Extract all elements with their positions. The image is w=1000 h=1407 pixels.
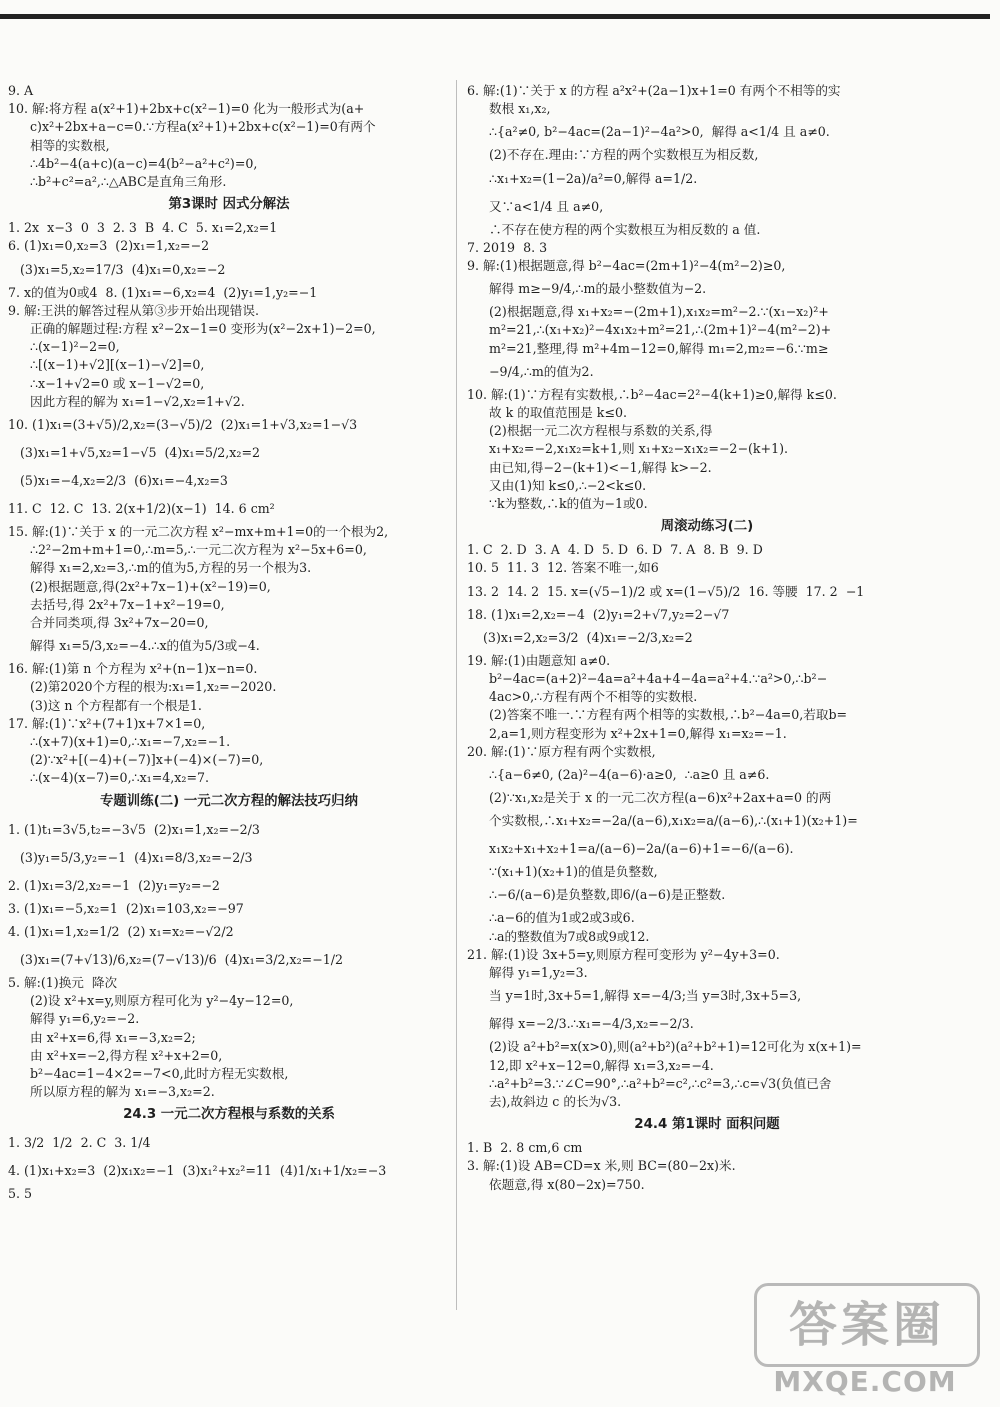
watermark-logo xyxy=(740,1279,990,1399)
answer-line: 当 y=1时,3x+5=1,解得 x=−4/3;当 y=3时,3x+5=3, xyxy=(489,988,802,1004)
answer-line: 又由(1)知 k≤0,∴−2<k≤0. xyxy=(489,477,647,493)
answer-line: ∴a−6的值为1或2或3或6. xyxy=(489,910,635,926)
answer-line: ∴−6/(a−6)是负整数,即6/(a−6)是正整数. xyxy=(489,887,726,903)
answer-line: 解得 y₁=6,y₂=−2. xyxy=(30,1011,140,1027)
answer-line: 6. 解:(1)∵关于 x 的方程 a²x²+(2a−1)x+1=0 有两个不相等的实 xyxy=(467,83,841,98)
answer-line: ∴(x−1)²−2=0, xyxy=(30,339,120,355)
answer-line: (3)x₁=1+√5,x₂=1−√5 (4)x₁=5/2,x₂=2 xyxy=(8,445,261,461)
answer-line: 9. 解:(1)根据题意,得 b²−4ac=(2m+1)²−4(m²−2)≥0, xyxy=(467,258,786,274)
answer-line: 10. (1)x₁=(3+√5)/2,x₂=(3−√5)/2 (2)x₁=1+√3,x₂=1−√3 xyxy=(8,417,358,433)
left-column xyxy=(8,82,450,1204)
answer-line: (2)根据题意,得(2x²+7x−1)+(x²−19)=0, xyxy=(30,578,271,594)
answer-line: 10. 5 11. 3 12. 答案不唯一,如6 xyxy=(467,560,659,576)
answer-line: 18. (1)x₁=2,x₂=−4 (2)y₁=2+√7,y₂=2−√7 xyxy=(467,606,730,622)
answer-line: 13. 2 14. 2 15. x=(√5−1)/2 或 x=(1−√5)/2 16. 等腰 17. 2 −1 xyxy=(467,583,865,599)
answer-line: 7. x的值为0或4 8. (1)x₁=−6,x₂=4 (2)y₁=1,y₂=−1 xyxy=(8,284,318,300)
answer-line: ∴[(x−1)+√2][(x−1)−√2]=0, xyxy=(30,357,205,373)
answer-line: −9/4,∴m的值为2. xyxy=(489,363,594,379)
answer-line: 10. 解:(1)∵方程有实数根,∴b²−4ac=2²−4(k+1)≥0,解得 k≤0. xyxy=(467,386,837,402)
answer-line: 21. 解:(1)设 3x+5=y,则原方程可变形为 y²−4y+3=0. xyxy=(467,946,780,962)
answer-line: 依题意,得 x(80−2x)=750. xyxy=(489,1176,645,1192)
answer-line: (2)第2020个方程的根为:x₁=1,x₂=−2020. xyxy=(30,679,277,695)
answer-line: 解得 x₁=5/3,x₂=−4.∴x的值为5/3或−4. xyxy=(30,638,260,654)
answer-line: 1. C 2. D 3. A 4. D 5. D 6. D 7. A 8. B 9. D xyxy=(467,542,763,558)
answer-line: 数根 x₁,x₂, xyxy=(489,101,551,117)
answer-line: 去括号,得 2x²+7x−1+x²−19=0, xyxy=(30,596,225,612)
answer-line: 4. (1)x₁+x₂=3 (2)x₁x₂=−1 (3)x₁²+x₂²=11 (4)1/x₁+1/x₂=−3 xyxy=(8,1163,387,1179)
right-column xyxy=(467,82,947,1194)
answer-line: 10. 解:将方程 a(x²+1)+2bx+c(x²−1)=0 化为一般形式为(a+ xyxy=(8,101,365,117)
answer-line: 因此方程的解为 x₁=1−√2,x₂=1+√2. xyxy=(30,393,245,409)
answer-line: 5. 5 xyxy=(8,1186,33,1202)
answer-line: 2,a=1,则方程变形为 x²+2x+1=0,解得 x₁=x₂=−1. xyxy=(489,725,787,741)
answer-line: 正确的解题过程:方程 x²−2x−1=0 变形为(x²−2x+1)−2=0, xyxy=(30,321,376,337)
answer-line: 5. 解:(1)换元 降次 xyxy=(8,974,118,990)
answer-line: (3)这 n 个方程都有一个根是1. xyxy=(30,697,202,713)
answer-line: ∵k为整数,∴k的值为−1或0. xyxy=(489,496,648,512)
answer-line: 15. 解:(1)∵关于 x 的一元二次方程 x²−mx+m+1=0的一个根为2, xyxy=(8,524,389,540)
answer-line: ∴{a−6≠0, (2a)²−4(a−6)·a≥0, ∴a≥0 且 a≠6. xyxy=(489,767,770,783)
answer-line: ∴{a²≠0, b²−4ac=(2a−1)²−4a²>0, 解得 a<1/4 且 a≠0. xyxy=(489,124,830,140)
answer-line: 解得 x₁=2,x₂=3,∴m的值为5,方程的另一个根为3. xyxy=(30,560,312,576)
answer-line: 去),故斜边 c 的长为√3. xyxy=(489,1093,622,1109)
answer-line: 11. C 12. C 13. 2(x+1/2)(x−1) 14. 6 cm² xyxy=(8,501,275,517)
answer-line: (2)根据一元二次方程根与系数的关系,得 xyxy=(489,423,713,439)
answer-line: 9. A xyxy=(8,83,34,98)
answer-line: 1. (1)t₁=3√5,t₂=−3√5 (2)x₁=1,x₂=−2/3 xyxy=(8,821,260,837)
answer-line: ∴a²+b²=3.∵∠C=90°,∴a²+b²=c²,∴c²=3,∴c=√3(负值已舍 xyxy=(489,1075,832,1091)
answer-line: 19. 解:(1)由题意知 a≠0. xyxy=(467,652,611,668)
answer-line: 17. 解:(1)∵x²+(7+1)x+7×1=0, xyxy=(8,715,206,731)
answer-line: (2)设 a²+b²=x(x>0),则(a²+b²)(a²+b²+1)=12可化为 x(x+1)= xyxy=(489,1039,862,1055)
answer-line: 1. 3/2 1/2 2. C 3. 1/4 xyxy=(8,1135,151,1151)
answer-line: 6. (1)x₁=0,x₂=3 (2)x₁=1,x₂=−2 xyxy=(8,238,210,254)
section-heading: 周滚动练习(二) xyxy=(660,519,754,535)
answer-line: 由 x²+x=−2,得方程 x²+x+2=0, xyxy=(30,1047,223,1063)
answer-line: (2)不存在.理由:∵方程的两个实数根互为相反数, xyxy=(489,147,759,163)
answer-line: 解得 y₁=1,y₂=3. xyxy=(489,965,588,981)
answer-line: (3)y₁=5/3,y₂=−1 (4)x₁=8/3,x₂=−2/3 xyxy=(8,849,253,865)
answer-line: 由 x²+x=6,得 x₁=−3,x₂=2; xyxy=(30,1029,196,1045)
answer-line: m²=21,∴(x₁+x₂)²−4x₁x₂+m²=21,∴(2m+1)²−4(m²−2)+ xyxy=(489,322,832,338)
answer-line: m²=21,整理,得 m²+4m−12=0,解得 m₁=2,m₂=−6.∵m≥ xyxy=(489,340,829,356)
answer-line: 1. 2x x−3 0 3 2. 3 B 4. C 5. x₁=2,x₂=1 xyxy=(8,220,278,236)
answer-line: 又∵a<1/4 且 a≠0, xyxy=(489,198,604,214)
answer-line: x₁x₂+x₁+x₂+1=a/(a−6)−2a/(a−6)+1=−6/(a−6). xyxy=(489,841,794,857)
answer-line: (2)根据题意,得 x₁+x₂=−(2m+1),x₁x₂=m²−2.∵(x₁−x₂)²+ xyxy=(489,304,829,320)
answer-line: (2)设 x²+x=y,则原方程可化为 y²−4y−12=0, xyxy=(30,993,294,1009)
answer-line: ∵(x₁+1)(x₂+1)的值是负整数, xyxy=(489,864,658,880)
answer-line: 相等的实数根, xyxy=(30,137,110,153)
answer-line: (3)x₁=5,x₂=17/3 (4)x₁=0,x₂=−2 xyxy=(8,261,226,277)
answer-line: ∴(x+7)(x+1)=0,∴x₁=−7,x₂=−1. xyxy=(30,734,231,750)
answer-line: 1. B 2. 8 cm,6 cm xyxy=(467,1140,583,1156)
answer-line: 故 k 的取值范围是 k≤0. xyxy=(489,405,627,421)
answer-line: b²−4ac=(a+2)²−4a=a²+4a+4−4a=a²+4.∵a²>0,∴b²− xyxy=(489,671,828,687)
answer-line: ∴4b²−4(a+c)(a−c)=4(b²−a²+c²)=0, xyxy=(30,155,258,171)
answer-line: (3)x₁=2,x₂=3/2 (4)x₁=−2/3,x₂=2 xyxy=(467,629,693,645)
answer-line: 3. (1)x₁=−5,x₂=1 (2)x₁=103,x₂=−97 xyxy=(8,900,244,916)
answer-line: 9. 解:王洪的解答过程从第③步开始出现错误. xyxy=(8,302,259,318)
answer-line: ∴x−1+√2=0 或 x−1−√2=0, xyxy=(30,375,205,391)
top-rule xyxy=(0,14,990,19)
column-divider xyxy=(456,80,457,1310)
section-heading: 24.3 一元二次方程根与系数的关系 xyxy=(123,1107,335,1123)
answer-line: ∴不存在使方程的两个实数根互为相反数的 a 值. xyxy=(489,221,761,237)
answer-line: ∴b²+c²=a²,∴△ABC是直角三角形. xyxy=(30,174,227,190)
answer-line: 12,即 x²+x−12=0,解得 x₁=3,x₂=−4. xyxy=(489,1057,714,1073)
answer-line: ∴(x−4)(x−7)=0,∴x₁=4,x₂=7. xyxy=(30,770,210,786)
watermark-brand: 答案圈 xyxy=(754,1283,980,1367)
answer-line: (5)x₁=−4,x₂=2/3 (6)x₁=−4,x₂=3 xyxy=(8,473,228,489)
answer-line: 解得 m≥−9/4,∴m的最小整数值为−2. xyxy=(489,281,707,297)
answer-line: 3. 解:(1)设 AB=CD=x 米,则 BC=(80−2x)米. xyxy=(467,1158,736,1174)
answer-line: (2)答案不唯一.∵方程有两个相等的实数根,∴b²−4a=0,若取b= xyxy=(489,707,848,723)
answer-line: c)x²+2bx+a−c=0.∵方程a(x²+1)+2bx+c(x²−1)=0有两个 xyxy=(30,119,376,135)
answer-line: 由已知,得−2−(k+1)<−1,解得 k>−2. xyxy=(489,459,712,475)
section-heading: 第3课时 因式分解法 xyxy=(168,197,290,213)
answer-line: ∴a的整数值为7或8或9或12. xyxy=(489,928,650,944)
answer-line: 7. 2019 8. 3 xyxy=(467,239,548,255)
answer-line: 个实数根,∴x₁+x₂=−2a/(a−6),x₁x₂=a/(a−6),∴(x₁+1)(x₂+1)= xyxy=(489,813,858,829)
answer-line: 2. (1)x₁=3/2,x₂=−1 (2)y₁=y₂=−2 xyxy=(8,877,220,893)
answer-line: 20. 解:(1)∵原方程有两个实数根, xyxy=(467,743,656,759)
answer-line: 解得 x=−2/3.∴x₁=−4/3,x₂=−2/3. xyxy=(489,1016,694,1032)
answer-line: x₁+x₂=−2,x₁x₂=k+1,则 x₁+x₂−x₁x₂=−2−(k+1). xyxy=(489,441,789,457)
answer-line: (2)∵x²+[(−4)+(−7)]x+(−4)×(−7)=0, xyxy=(30,752,264,768)
answer-line: 4ac>0,∴方程有两个不相等的实数根. xyxy=(489,689,698,705)
section-heading: 24.4 第1课时 面积问题 xyxy=(634,1117,780,1133)
answer-line: b²−4ac=1−4×2=−7<0,此时方程无实数根, xyxy=(30,1065,289,1081)
watermark-url: MXQE.COM xyxy=(773,1365,957,1398)
answer-line: ∴x₁+x₂=(1−2a)/a²=0,解得 a=1/2. xyxy=(489,170,698,186)
answer-line: ∴2²−2m+m+1=0,∴m=5,∴一元二次方程为 x²−5x+6=0, xyxy=(30,542,367,558)
answer-line: 16. 解:(1)第 n 个方程为 x²+(n−1)x−n=0. xyxy=(8,661,258,677)
answer-line: 所以原方程的解为 x₁=−3,x₂=2. xyxy=(30,1084,215,1100)
answer-line: 合并同类项,得 3x²+7x−20=0, xyxy=(30,615,209,631)
answer-line: (2)∵x₁,x₂是关于 x 的一元二次方程(a−6)x²+2ax+a=0 的两 xyxy=(489,790,832,806)
answer-line: 4. (1)x₁=1,x₂=1/2 (2) x₁=x₂=−√2/2 xyxy=(8,923,234,939)
section-heading: 专题训练(二) 一元二次方程的解法技巧归纳 xyxy=(100,793,358,809)
answer-line: (3)x₁=(7+√13)/6,x₂=(7−√13)/6 (4)x₁=3/2,x₂=−1/2 xyxy=(8,951,344,967)
